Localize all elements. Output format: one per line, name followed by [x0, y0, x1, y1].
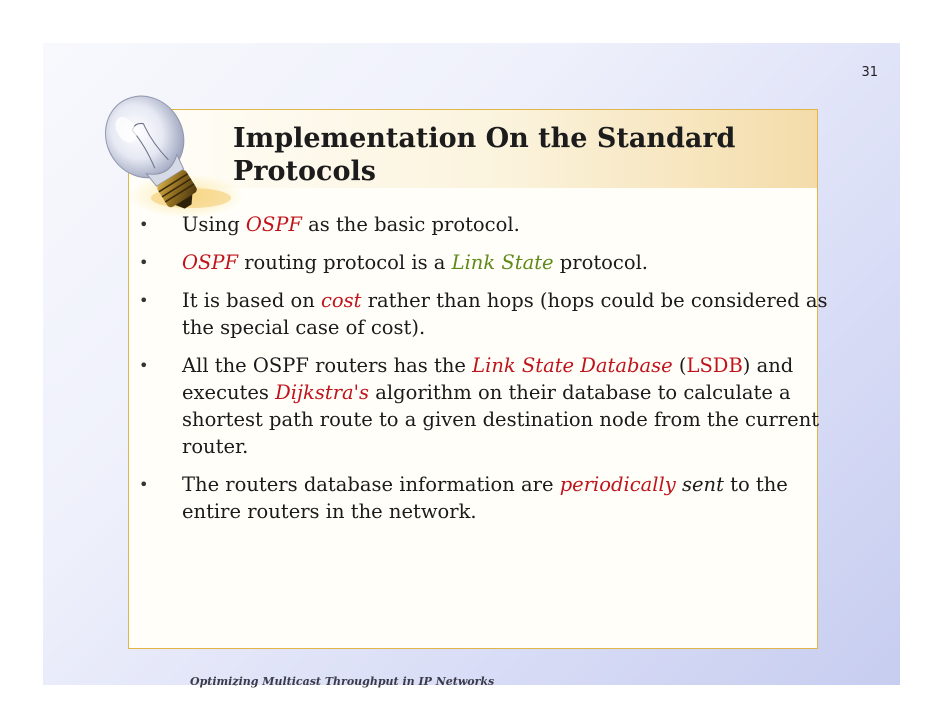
slide	[43, 43, 900, 688]
text-segment: All the OSPF routers has the	[182, 354, 473, 377]
text-segment: as the basic protocol.	[301, 213, 520, 236]
emphasis-ospf: OSPF	[245, 213, 302, 236]
emphasis-link-state: Link State	[451, 251, 554, 274]
emphasis-lsdb: LSDB	[686, 354, 743, 377]
bullet-dot: •	[139, 291, 149, 310]
text-segment: routing protocol is a	[238, 251, 452, 274]
emphasis-cost: cost	[321, 289, 362, 312]
emphasis-periodically: periodically	[559, 473, 676, 496]
text-segment: to the entire routers in the network.	[182, 473, 788, 523]
text-segment: (	[672, 354, 687, 377]
bullet-dot: •	[139, 215, 149, 234]
text-segment: rather than hops (hops could be considered as the special case of cost).	[182, 289, 828, 339]
bullet-list	[139, 211, 839, 536]
list-item	[139, 471, 839, 525]
emphasis-lsdb-full: Link State Database	[472, 354, 673, 377]
slide-title	[233, 122, 803, 188]
text-segment: The routers database information are	[182, 473, 560, 496]
text-segment: Using	[182, 213, 246, 236]
text-segment: ) and executes	[182, 354, 794, 404]
bullet-dot: •	[139, 253, 149, 272]
list-item	[139, 249, 839, 276]
emphasis-ospf: OSPF	[182, 251, 238, 274]
text-segment: algorithm on their database to calculate a shortest path route to a given destination node from the current router.	[182, 381, 820, 458]
text-segment: protocol.	[553, 251, 649, 274]
title-line-2: Protocols	[233, 156, 376, 187]
list-item	[139, 287, 839, 341]
bullet-dot: •	[139, 475, 149, 494]
title-line-1: Implementation On the Standard	[233, 123, 736, 154]
emphasis-sent: sent	[681, 473, 724, 496]
bullet-dot: •	[139, 356, 149, 375]
list-item	[139, 352, 839, 460]
slide-footer: Optimizing Multicast Throughput in IP Networks	[190, 675, 495, 688]
text-segment: It is based on	[182, 289, 322, 312]
emphasis-dijkstra: Dijkstra's	[275, 381, 370, 404]
page-number: 31	[861, 65, 878, 80]
light-bulb-icon	[91, 78, 251, 228]
list-item	[139, 211, 839, 238]
